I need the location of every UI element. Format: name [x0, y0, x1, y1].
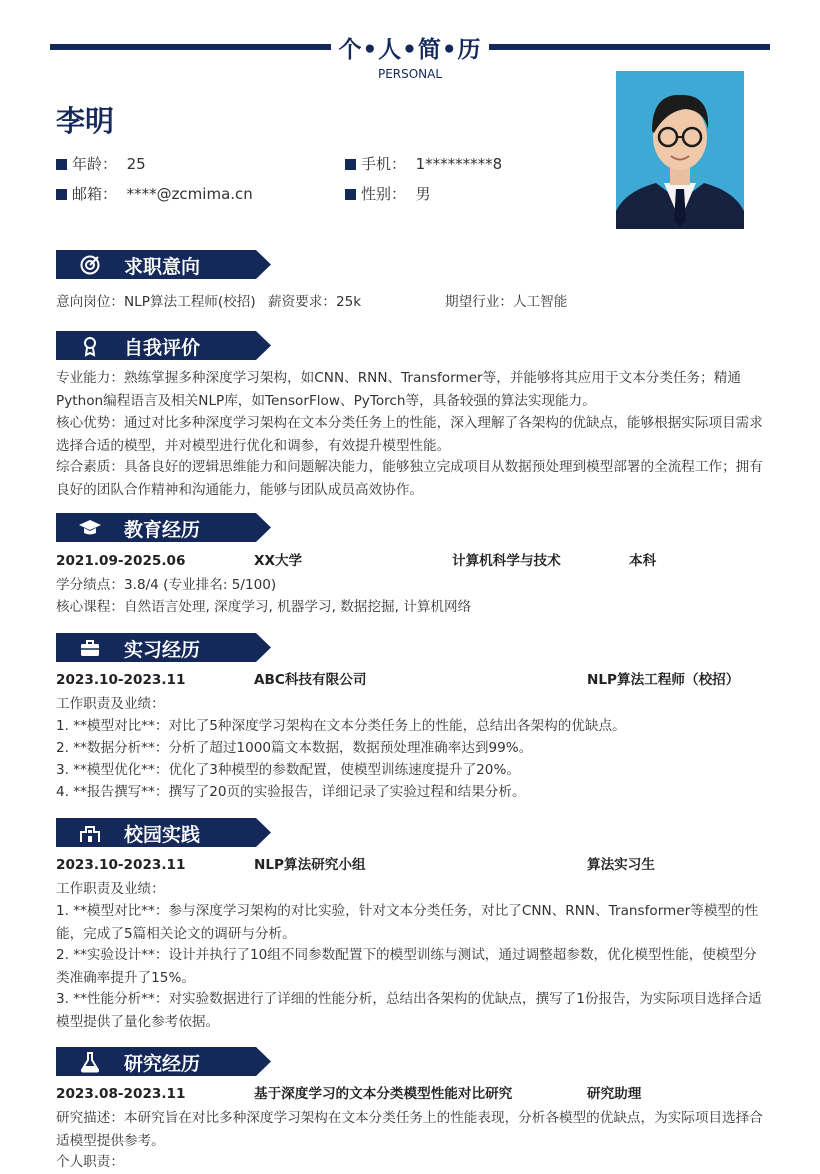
- email-field: 邮箱： ****@zcmima.cn: [56, 183, 253, 204]
- building-icon: [78, 821, 102, 845]
- gender-value: 男: [415, 185, 431, 203]
- campus-line: 2. **实验设计**：设计并执行了10组不同参数配置下的模型训练与测试，通过调整超参数，优化模型性能，使模型分类准确率提升了15%。: [56, 947, 757, 986]
- bullet-square-icon: [345, 189, 356, 200]
- bullet-square-icon: [345, 159, 356, 170]
- section-title-research: 研究经历: [124, 1053, 201, 1075]
- campus-org: NLP算法研究小组: [254, 857, 366, 873]
- section-title-internship: 实习经历: [124, 639, 201, 661]
- section-header-campus: [56, 818, 271, 847]
- section-title-campus: 校园实践: [124, 824, 201, 846]
- profile-photo: [616, 71, 744, 229]
- campus-line: 工作职责及业绩：: [56, 881, 165, 897]
- award-icon: [78, 334, 102, 358]
- campus-role: 算法实习生: [587, 857, 655, 873]
- age-value: 25: [126, 155, 146, 173]
- section-header-intent: [56, 250, 271, 279]
- education-school: XX大学: [254, 553, 303, 569]
- section-title-education: 教育经历: [124, 519, 201, 541]
- bullet-square-icon: [56, 159, 67, 170]
- research-line: 研究描述：本研究旨在对比多种深度学习架构在文本分类任务上的性能表现，分析各模型的优缺点，为实际项目选择合适模型提供参考。: [56, 1110, 763, 1149]
- internship-line: 3. **模型优化**：优化了3种模型的参数配置，使模型训练速度提升了20%。: [56, 762, 520, 778]
- research-project: 基于深度学习的文本分类模型性能对比研究: [254, 1086, 513, 1102]
- section-header-internship: [56, 633, 271, 662]
- education-degree: 本科: [629, 553, 657, 569]
- internship-company: ABC科技有限公司: [254, 672, 367, 688]
- research-role: 研究助理: [587, 1086, 642, 1102]
- internship-line: 2. **数据分析**：分析了超过1000篇文本数据，数据预处理准确率达到99%。: [56, 740, 533, 756]
- phone-value: 1*********8: [415, 155, 503, 173]
- section-title-self: 自我评价: [124, 337, 201, 359]
- internship-line: 4. **报告撰写**：撰写了20页的实验报告，详细记录了实验过程和结果分析。: [56, 784, 526, 800]
- section-title-intent: 求职意向: [124, 256, 201, 278]
- age-field: 年龄： 25: [56, 153, 146, 174]
- section-header-education: [56, 513, 271, 542]
- candidate-name: 李明: [56, 104, 115, 138]
- self-paragraph: 综合素质：具备良好的逻辑思维能力和问题解决能力，能够独立完成项目从数据预处理到模型部署的全流程工作；拥有良好的团队合作精神和沟通能力，能够与团队成员高效协作。: [56, 459, 763, 498]
- education-date: 2021.09-2025.06: [56, 553, 186, 569]
- education-line: 学分绩点：3.8/4 (专业排名: 5/100): [56, 577, 277, 593]
- bullet-square-icon: [56, 189, 67, 200]
- gender-field: 性别： 男: [345, 183, 431, 204]
- internship-line: 工作职责及业绩：: [56, 696, 165, 712]
- graduation-cap-icon: [78, 516, 102, 540]
- email-value: ****@zcmima.cn: [126, 185, 253, 203]
- internship-date: 2023.10-2023.11: [56, 672, 186, 688]
- internship-role: NLP算法工程师（校招）: [587, 672, 740, 688]
- intent-position: 意向岗位：NLP算法工程师(校招): [56, 294, 256, 310]
- research-date: 2023.08-2023.11: [56, 1086, 186, 1102]
- research-line: 个人职责：: [56, 1154, 124, 1170]
- flask-icon: [78, 1050, 102, 1074]
- briefcase-icon: [78, 636, 102, 660]
- page-subtitle: PERSONAL: [377, 67, 443, 81]
- internship-line: 1. **模型对比**：对比了5种深度学习架构在文本分类任务上的性能，总结出各架构的优缺点。: [56, 718, 626, 734]
- self-paragraph: 核心优势：通过对比多种深度学习架构在文本分类任务上的性能，深入理解了各架构的优缺点，能够根据实际项目需求选择合适的模型，并对模型进行优化和调参，有效提升模型性能。: [56, 415, 763, 454]
- education-major: 计算机科学与技术: [452, 553, 561, 569]
- education-line: 核心课程：自然语言处理, 深度学习, 机器学习, 数据挖掘, 计算机网络: [56, 599, 472, 615]
- page-title: 个•人•简•历: [338, 37, 482, 63]
- intent-industry: 期望行业：人工智能: [445, 294, 568, 310]
- campus-date: 2023.10-2023.11: [56, 857, 186, 873]
- section-header-self: [56, 331, 271, 360]
- section-header-research: [56, 1047, 271, 1076]
- target-icon: [78, 253, 102, 277]
- self-paragraph: 专业能力：熟练掌握多种深度学习架构，如CNN、RNN、Transformer等，并能够将其应用于文本分类任务；精通Python编程语言及相关NLP库，如TensorFlow、PyTorch等，具备较强的算法实现能力。: [56, 370, 741, 409]
- phone-field: 手机： 1*********8: [345, 153, 502, 174]
- intent-salary: 薪资要求：25k: [268, 294, 362, 310]
- campus-line: 3. **性能分析**：对实验数据进行了详细的性能分析，总结出各架构的优缺点，撰写了1份报告，为实际项目选择合适模型提供了量化参考依据。: [56, 991, 762, 1030]
- campus-line: 1. **模型对比**：参与深度学习架构的对比实验，针对文本分类任务，对比了CNN、RNN、Transformer等模型的性能，完成了5篇相关论文的调研与分析。: [56, 903, 759, 942]
